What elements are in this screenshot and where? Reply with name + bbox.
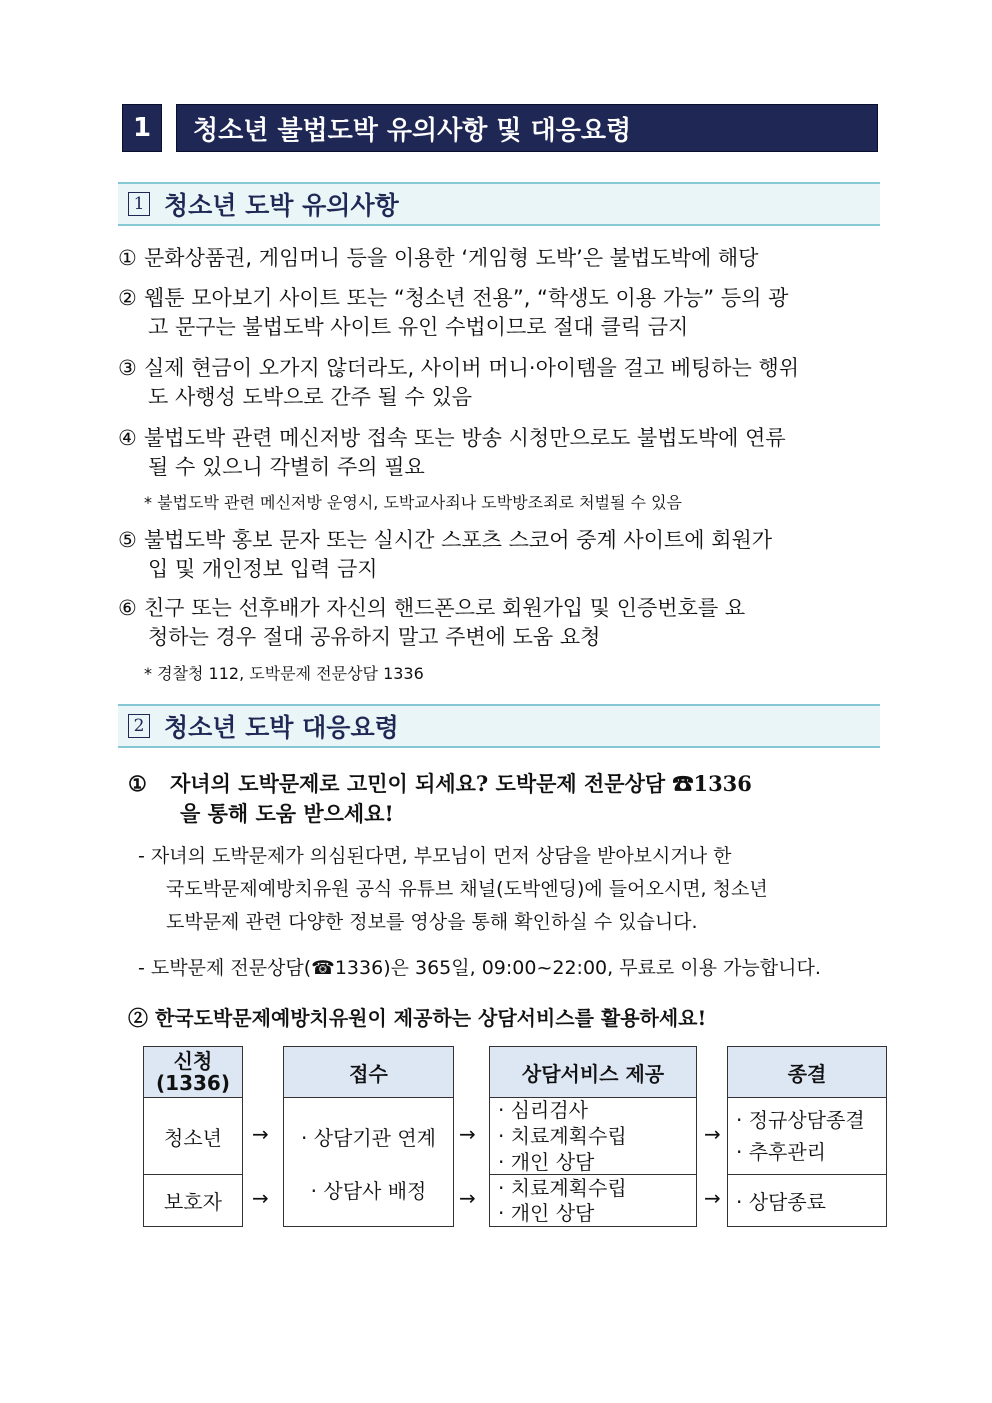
item-marker: ⑥ — [118, 596, 137, 620]
item-text-cont: 청하는 경우 절대 공유하지 말고 주변에 도움 요청 — [148, 625, 601, 649]
chapter-title: 청소년 불법도박 유의사항 및 대응요령 — [176, 104, 878, 152]
flow-service-guardian — [489, 1174, 697, 1227]
flow-reception-assign: · 상담사 배정 — [310, 1179, 427, 1203]
flow-reception-link: · 상담기관 연계 — [301, 1126, 436, 1150]
flow-applicant-youth: 청소년 — [143, 1097, 243, 1175]
hotline-hours: - 도박문제 전문상담(☎1336)은 365일, 09:00~22:00, 무료로 이용 가능합니다. — [138, 957, 821, 979]
caution-item-1 — [118, 244, 888, 273]
section1-title: 청소년 도박 유의사항 — [164, 191, 399, 220]
item-text: 실제 현금이 오가지 않더라도, 사이버 머니·아이템을 걸고 베팅하는 행위 — [144, 356, 800, 380]
caution-item-6 — [118, 594, 888, 652]
item-marker: ③ — [118, 356, 137, 380]
closing-item: · 상담종료 — [736, 1190, 826, 1214]
parent-advice-line2: 국도박문제예방치유원 공식 유튜브 채널(도박엔딩)에 들어오시면, 청소년 — [166, 878, 768, 900]
response-text-cont: 을 통해 도움 받으세요! — [180, 801, 394, 826]
item-text: 불법도박 관련 메신저방 접속 또는 방송 시청만으로도 불법도박에 연류 — [144, 426, 786, 450]
arrow-icon: → — [459, 1122, 476, 1146]
caution-item-3 — [118, 354, 888, 412]
flow-head-service: 상담서비스 제공 — [489, 1046, 697, 1098]
flow-closing-youth — [727, 1097, 887, 1175]
service-item: · 치료계획수립 — [498, 1124, 627, 1148]
parent-advice-line3: 도박문제 관련 다양한 정보를 영상을 통해 확인하실 수 있습니다. — [166, 911, 698, 933]
item-marker: ① — [118, 246, 137, 270]
item-text: 웹툰 모아보기 사이트 또는 “청소년 전용”, “학생도 이용 가능” 등의 광 — [144, 286, 789, 310]
flow-reception — [283, 1097, 454, 1227]
item-text-cont: 고 문구는 불법도박 사이트 유인 수법이므로 절대 클릭 금지 — [148, 315, 689, 339]
service-item: · 개인 상담 — [498, 1200, 595, 1225]
flow-head-apply-line2: (1336) — [156, 1071, 230, 1095]
flow-closing-guardian — [727, 1174, 887, 1227]
flow-service-youth — [489, 1097, 697, 1175]
service-item: · 개인 상담 — [498, 1150, 595, 1174]
flow-head-reception: 접수 — [283, 1046, 454, 1098]
arrow-icon: → — [252, 1122, 269, 1146]
item-text-cont: 입 및 개인정보 입력 금지 — [148, 557, 378, 581]
section2-header — [118, 704, 880, 748]
flow-applicant-guardian: 보호자 — [143, 1174, 243, 1227]
service-item: · 치료계획수립 — [498, 1175, 627, 1200]
response-marker: ① — [128, 771, 147, 796]
item-marker: ⑤ — [118, 528, 137, 552]
note-messenger: * 불법도박 관련 메신저방 운영시, 도박교사죄나 도박방조죄로 처벌될 수 있음 — [144, 493, 682, 512]
section1-number: 1 — [128, 192, 150, 216]
item-text: 문화상품권, 게임머니 등을 이용한 ‘게임형 도박’은 불법도박에 해당 — [144, 246, 759, 270]
flow-head-apply-line1: 신청 — [173, 1049, 213, 1073]
arrow-icon: → — [459, 1186, 476, 1210]
item-marker: ④ — [118, 426, 137, 450]
section1-header — [118, 182, 880, 226]
arrow-icon: → — [704, 1122, 721, 1146]
chapter-number: 1 — [122, 104, 162, 152]
section2-number: 2 — [128, 714, 150, 738]
item-text: 친구 또는 선후배가 자신의 핸드폰으로 회원가입 및 인증번호를 요 — [144, 596, 746, 620]
arrow-icon: → — [704, 1186, 721, 1210]
item-text-cont: 될 수 있으니 각별히 주의 필요 — [148, 455, 425, 479]
closing-item: · 추후관리 — [736, 1140, 826, 1164]
response-2: ② 한국도박문제예방치유원이 제공하는 상담서비스를 활용하세요! — [128, 1006, 707, 1030]
item-text: 불법도박 홍보 문자 또는 실시간 스포츠 스코어 중계 사이트에 회원가 — [144, 528, 773, 552]
closing-item: · 정규상담종결 — [736, 1108, 865, 1132]
item-text-cont: 도 사행성 도박으로 간주 될 수 있음 — [148, 385, 473, 409]
section2-title: 청소년 도박 대응요령 — [164, 713, 399, 742]
caution-item-5 — [118, 526, 888, 584]
parent-advice — [138, 840, 888, 939]
arrow-icon: → — [252, 1186, 269, 1210]
caution-item-4 — [118, 424, 888, 482]
service-item: · 심리검사 — [498, 1098, 588, 1122]
response-text: 자녀의 도박문제로 고민이 되세요? 도박문제 전문상담 ☎1336 — [170, 771, 752, 796]
note-hotline: * 경찰청 112, 도박문제 전문상담 1336 — [144, 664, 424, 683]
flow-head-apply — [143, 1046, 243, 1098]
flow-head-closing: 종결 — [727, 1046, 887, 1098]
response-1 — [128, 769, 888, 829]
item-marker: ② — [118, 286, 137, 310]
parent-advice-line1: - 자녀의 도박문제가 의심된다면, 부모님이 먼저 상담을 받아보시거나 한 — [138, 845, 732, 867]
caution-item-2 — [118, 284, 888, 342]
